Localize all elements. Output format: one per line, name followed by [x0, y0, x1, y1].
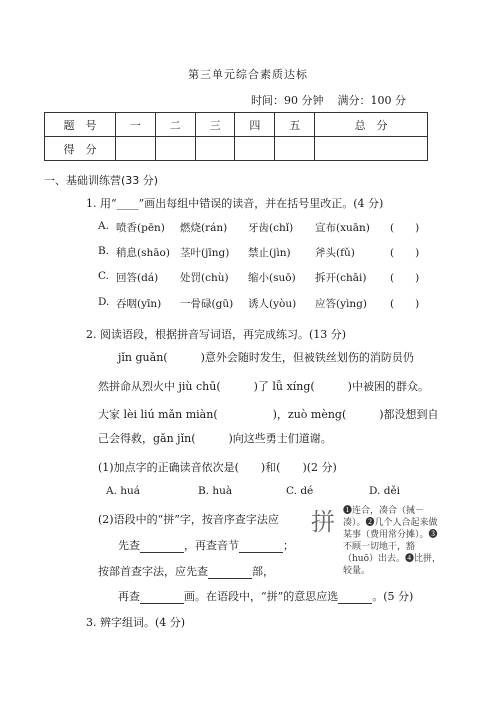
- score-table: [44, 112, 428, 161]
- table-cell: 五: [275, 113, 315, 137]
- question-1-stem: 1. 用“____”画出每组中错误的读音，并在括号里改正。(4 分): [86, 197, 384, 210]
- text: 。(5 分): [372, 590, 414, 603]
- text: 画。在语段中，“拼”的意思应选: [184, 590, 339, 603]
- score-cell[interactable]: [235, 137, 275, 161]
- word-pinyin: 回答(dá): [116, 272, 159, 284]
- word-pinyin: 茎叶(jīng): [180, 247, 230, 259]
- text: 再查: [118, 590, 140, 603]
- answer-blank[interactable]: [208, 578, 252, 579]
- table-cell: 题 号: [45, 113, 116, 137]
- word-pinyin: 吞咽(yīn): [116, 298, 162, 310]
- choice-a[interactable]: A. huá: [106, 485, 141, 497]
- score-cell[interactable]: [116, 137, 156, 161]
- section-heading: 一、基础训练营(33 分): [44, 174, 159, 187]
- passage-line: 然拼命从烈火中 jiù chū( )了 lǚ xíng( )中被困的群众。: [98, 380, 429, 393]
- sub2-line-2: [118, 537, 294, 553]
- sub-question-2: (2)语段中的“拼”字，按音序查字法应: [98, 513, 279, 526]
- word-pinyin: 拆开(chāi): [315, 272, 367, 284]
- sub2-line-4: [118, 588, 413, 604]
- word-pinyin: 燃烧(rán): [180, 222, 228, 234]
- option-label: C.: [98, 270, 109, 282]
- word-pinyin: 诱人(yòu): [248, 298, 297, 310]
- choice-d[interactable]: D. děi: [369, 485, 401, 497]
- word-pinyin: 缩小(suō): [248, 272, 296, 284]
- score-cell[interactable]: [315, 137, 428, 161]
- exam-meta: [251, 92, 406, 108]
- table-cell: 一: [116, 113, 156, 137]
- question-3-stem: 3. 辨字组词。(4 分): [86, 616, 186, 629]
- score-cell[interactable]: [195, 137, 235, 161]
- word-pinyin: 一骨碌(gū): [180, 298, 234, 310]
- word-pinyin: 喷香(pēn): [116, 222, 165, 234]
- answer-paren[interactable]: ( ): [390, 247, 420, 259]
- q1-row-d: [98, 296, 438, 312]
- q1-row-b: [98, 245, 438, 261]
- word-pinyin: 禁止(jìn): [248, 247, 291, 259]
- choice-b[interactable]: B. huà: [198, 485, 233, 497]
- word-pinyin: 处罚(chù): [180, 272, 229, 284]
- answer-paren[interactable]: ( ): [390, 222, 420, 234]
- sub-question-1: (1)加点字的正确读音依次是( )和( )(2 分): [98, 461, 337, 474]
- option-label: B.: [98, 245, 110, 257]
- answer-blank[interactable]: [140, 603, 184, 604]
- text: 先查: [118, 539, 140, 552]
- text: ，再查音节: [184, 539, 239, 552]
- dictionary-character: 拼: [311, 508, 335, 536]
- text: 部，: [252, 565, 274, 578]
- passage-line: jǐn guǎn( )意外会随时发生，但被铁丝划伤的消防员仍: [118, 351, 414, 364]
- table-cell: 三: [195, 113, 235, 137]
- text: 按部首查字法，应先查: [98, 565, 208, 578]
- word-pinyin: 应答(yìng): [315, 298, 367, 310]
- passage-line: 己会得救，gǎn jǐn( )向这些勇士们道谢。: [98, 432, 332, 445]
- score-cell[interactable]: [275, 137, 315, 161]
- word-pinyin: 斧头(fǔ): [315, 247, 355, 259]
- text: ；: [283, 539, 294, 552]
- table-cell: 二: [155, 113, 195, 137]
- page-title: 第三单元综合素质达标: [188, 68, 308, 81]
- word-pinyin: 宣布(xuān): [315, 222, 370, 234]
- word-pinyin: 牙齿(chǐ): [248, 222, 294, 234]
- option-label: D.: [98, 296, 110, 308]
- question-2-stem: 2. 阅读语段，根据拼音写词语，再完成练习。(13 分): [86, 328, 347, 341]
- q1-row-c: [98, 270, 438, 286]
- answer-blank[interactable]: [239, 552, 283, 553]
- answer-paren[interactable]: ( ): [390, 298, 420, 310]
- answer-blank[interactable]: [140, 552, 184, 553]
- table-cell: 四: [235, 113, 275, 137]
- q1-row-a: [98, 220, 438, 236]
- choice-c[interactable]: C. dé: [286, 485, 314, 497]
- choices-row: [106, 485, 426, 501]
- time-limit: 时间：90 分钟: [251, 94, 324, 107]
- answer-blank[interactable]: [338, 603, 372, 604]
- table-cell: 总 分: [315, 113, 428, 137]
- option-label: A.: [98, 220, 109, 232]
- word-pinyin: 稍息(shāo): [116, 247, 170, 259]
- table-cell: 得 分: [45, 137, 116, 161]
- sub2-line-3: [98, 563, 274, 579]
- score-table-score-row: [45, 137, 428, 161]
- dictionary-definition: ❶连合，凑合（𢬿－凑）。❷几个人合起来做某事（费用常分摊）。❸不顾一切地干，豁（huō）出去。❹比拼，较量。: [343, 506, 442, 576]
- answer-paren[interactable]: ( ): [390, 272, 420, 284]
- passage-line: 大家 lèi liú mǎn miàn( )，zuò mèng( )都没想到自: [98, 408, 439, 421]
- score-cell[interactable]: [155, 137, 195, 161]
- score-table-header-row: [45, 113, 428, 137]
- full-score: 满分：100 分: [337, 94, 406, 107]
